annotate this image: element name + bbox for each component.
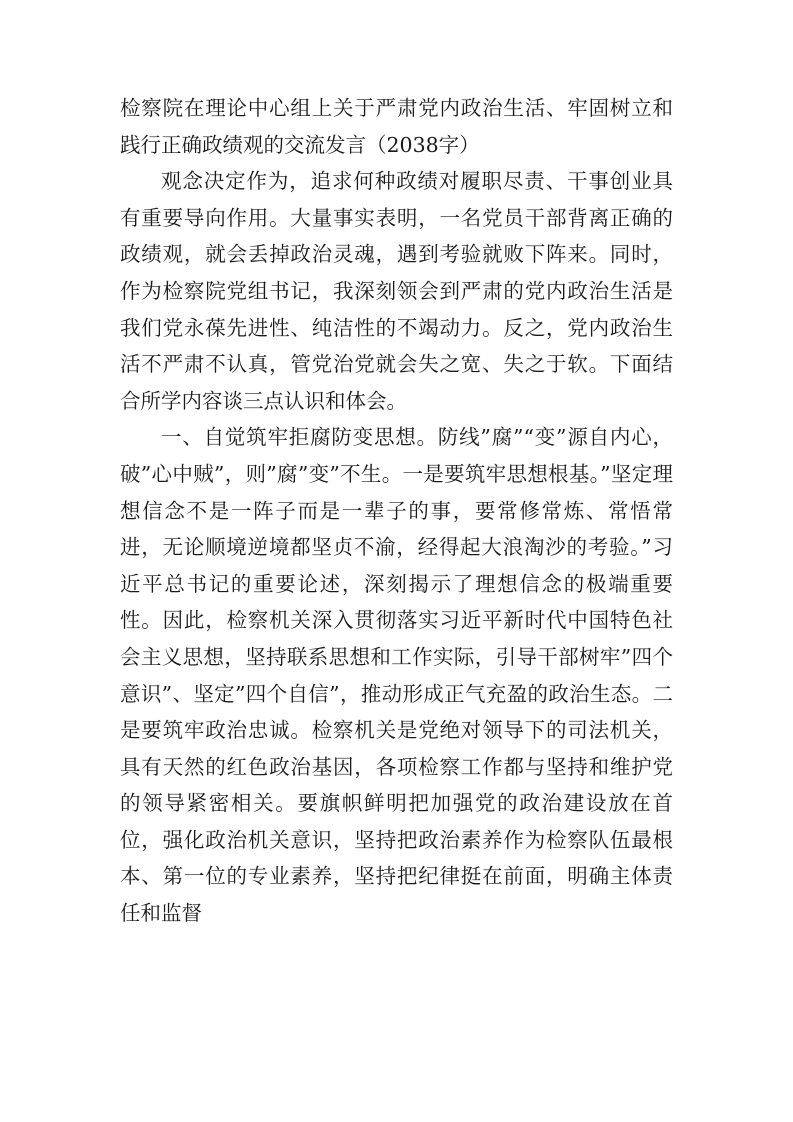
document-title: 检察院在理论中心组上关于严肃党内政治生活、牢固树立和践行正确政绩观的交流发言（2038字） [120, 96, 673, 157]
document-body [120, 90, 673, 932]
paragraph-section-one: 一、自觉筑牢拒腐防变思想。防线”腐”“变”源自内心，破”心中贼”，则”腐”变”不生。一是要筑牢思想根基。”坚定理想信念不是一阵子而是一辈子的事，要常修常炼、常悟常进，无论顺境逆境都坚贞不渝，经得起大浪淘沙的考验。”习近平总书记的重要论述，深刻揭示了理想信念的极端重要性。因此，检察机关深入贯彻落实习近平新时代中国特色社会主义思想，坚持联系思想和工作实际，引导干部树牢”四个意识”、坚定”四个自信”，推动形成正气充盈的政治生态。二是要筑牢政治忠诚。检察机关是党绝对领导下的司法机关，具有天然的红色政治基因，各项检察工作都与坚持和维护党的领导紧密相关。要旗帜鲜明把加强党的政治建设放在首位，强化政治机关意识，坚持把政治素养作为检察队伍最根本、第一位的专业素养，坚持把纪律挺在前面，明确主体责任和监督 [120, 425, 673, 926]
paragraph-intro: 观念决定作为，追求何种政绩对履职尽责、干事创业具有重要导向作用。大量事实表明，一名党员干部背离正确的政绩观，就会丢掉政治灵魂，遇到考验就败下阵来。同时，作为检察院党组书记，我深刻领会到严肃的党内政治生活是我们党永葆先进性、纯洁性的不竭动力。反之，党内政治生活不严肃不认真，管党治党就会失之宽、失之于软。下面结合所学内容谈三点认识和体会。 [120, 169, 673, 413]
